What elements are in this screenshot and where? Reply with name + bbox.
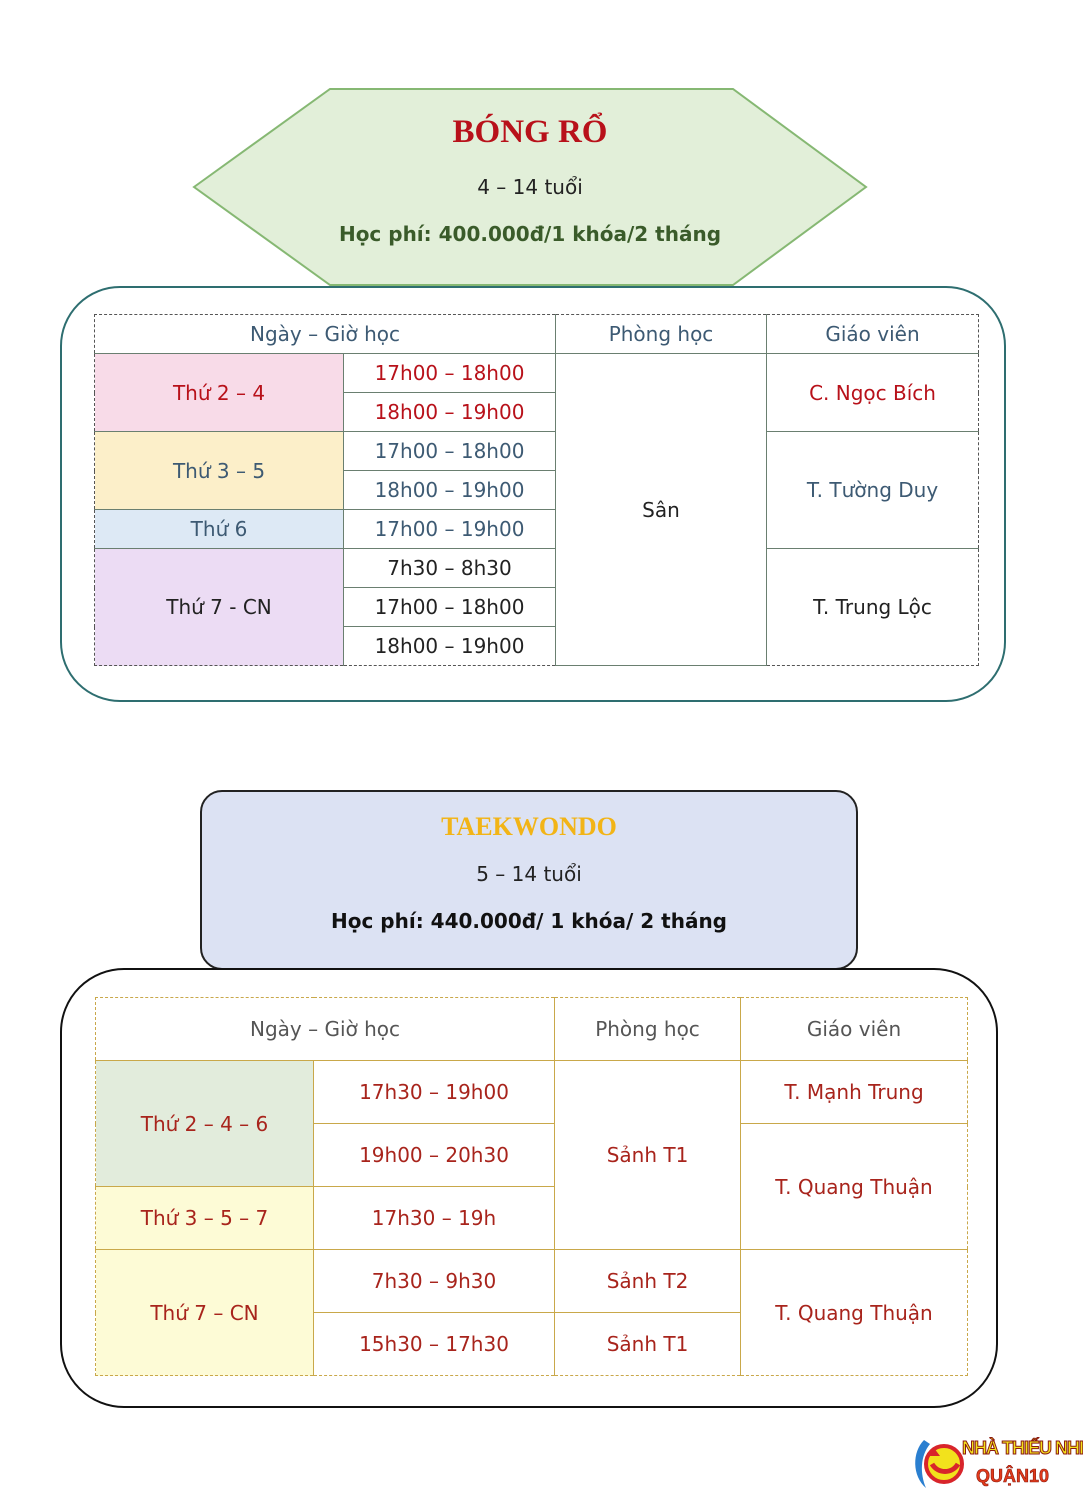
taekwondo-title: TAEKWONDO	[441, 812, 617, 841]
time-cell: 17h30 – 19h00	[314, 1061, 555, 1124]
table-row	[96, 1061, 968, 1124]
table-row	[95, 549, 979, 588]
header-time: Ngày – Giờ học	[96, 998, 555, 1061]
table-header-row	[95, 315, 979, 354]
day-cell: Thứ 2 – 4 – 6	[96, 1061, 314, 1187]
teacher-cell: T. Quang Thuận	[741, 1124, 968, 1250]
table-row	[96, 1250, 968, 1313]
day-cell: Thứ 7 - CN	[95, 549, 344, 666]
taekwondo-age: 5 – 14 tuổi	[476, 862, 582, 886]
teacher-cell: C. Ngọc Bích	[767, 354, 979, 432]
room-cell: Sảnh T2	[555, 1250, 741, 1313]
table-row	[95, 432, 979, 471]
time-cell: 18h00 – 19h00	[344, 627, 556, 666]
header-room: Phòng học	[556, 315, 767, 354]
logo-emblem-icon	[910, 1434, 968, 1494]
table-header-row	[96, 998, 968, 1061]
header-room: Phòng học	[555, 998, 741, 1061]
time-cell: 17h00 – 18h00	[344, 432, 556, 471]
time-cell: 15h30 – 17h30	[314, 1313, 555, 1376]
teacher-cell: T. Tường Duy	[767, 432, 979, 549]
time-cell: 17h00 – 19h00	[344, 510, 556, 549]
header-teacher: Giáo viên	[741, 998, 968, 1061]
room-cell: Sảnh T1	[555, 1061, 741, 1250]
logo-line1: NHÀ THIẾU NHI	[962, 1438, 1083, 1458]
day-cell: Thứ 6	[95, 510, 344, 549]
basketball-schedule-table	[94, 314, 979, 666]
teacher-cell: T. Mạnh Trung	[741, 1061, 968, 1124]
taekwondo-fee: Học phí: 440.000đ/ 1 khóa/ 2 tháng	[331, 909, 727, 933]
time-cell: 18h00 – 19h00	[344, 393, 556, 432]
header-time: Ngày – Giờ học	[95, 315, 556, 354]
taekwondo-header	[200, 790, 858, 970]
teacher-cell: T. Quang Thuận	[741, 1250, 968, 1376]
table-row	[95, 354, 979, 393]
room-cell: Sảnh T1	[555, 1313, 741, 1376]
day-cell: Thứ 2 – 4	[95, 354, 344, 432]
room-cell: Sân	[556, 354, 767, 666]
header-teacher: Giáo viên	[767, 315, 979, 354]
basketball-age: 4 – 14 tuổi	[477, 175, 583, 199]
day-cell: Thứ 3 – 5 – 7	[96, 1187, 314, 1250]
time-cell: 7h30 – 8h30	[344, 549, 556, 588]
basketball-header	[193, 88, 867, 286]
time-cell: 17h30 – 19h	[314, 1187, 555, 1250]
basketball-title: BÓNG RỔ	[452, 114, 608, 150]
teacher-cell: T. Trung Lộc	[767, 549, 979, 666]
logo-line2: QUẬN10	[976, 1466, 1050, 1486]
time-cell: 7h30 – 9h30	[314, 1250, 555, 1313]
time-cell: 17h00 – 18h00	[344, 588, 556, 627]
day-cell: Thứ 7 – CN	[96, 1250, 314, 1376]
taekwondo-schedule-table	[95, 997, 968, 1376]
time-cell: 17h00 – 18h00	[344, 354, 556, 393]
day-cell: Thứ 3 – 5	[95, 432, 344, 510]
basketball-fee: Học phí: 400.000đ/1 khóa/2 tháng	[338, 222, 722, 246]
nha-thieu-nhi-logo	[910, 1434, 1083, 1494]
time-cell: 19h00 – 20h30	[314, 1124, 555, 1187]
time-cell: 18h00 – 19h00	[344, 471, 556, 510]
